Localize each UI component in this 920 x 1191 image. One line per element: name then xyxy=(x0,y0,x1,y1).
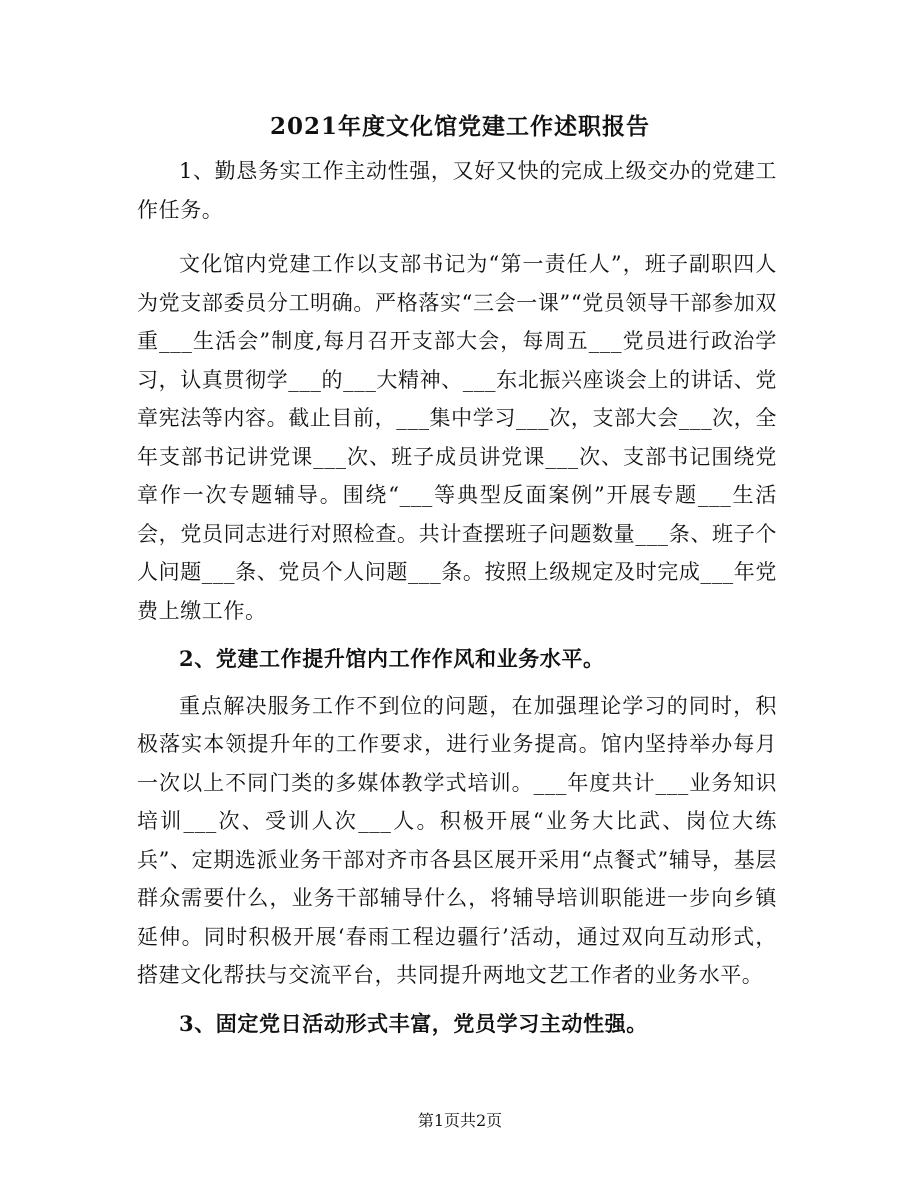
section-2-body: 重点解决服务工作不到位的问题，在加强理论学习的同时，积极落实本领提升年的工作要求，进行业务提高。馆内坚持举办每月一次以上不同门类的多媒体教学式培训。___年度共计___业务知识培训___次、受训人次___人。积极开展“业务大比武、岗位大练兵”、定期选派业务干部对齐市各县区展开采用“点餐式”辅导，基层群众需要什么，业务干部辅导什么，将辅导培训职能进一步向乡镇延伸。同时积极开展‘春雨工程边疆行’活动，通过双向互动形式，搭建文化帮扶与交流平台，共同提升两地文艺工作者的业务水平。 xyxy=(137,693,777,987)
document-title: 2021年度文化馆党建工作述职报告 xyxy=(269,113,650,140)
section-1-body: 文化馆内党建工作以支部书记为“第一责任人”，班子副职四人为党支部委员分工明确。严格落实“三会一课”“党员领导干部参加双重___生活会”制度,每月召开支部大会，每周五___党员进行政治学习，认真贯彻学___的___大精神、___东北振兴座谈会上的讲话、党章宪法等内容。截止目前，___集中学习___次，支部大会___次，全年支部书记讲党课___次、班子成员讲党课___次、支部书记围绕党章作一次专题辅导。围绕“___等典型反面案例”开展专题___生活会，党员同志进行对照检查。共计查摆班子问题数量___条、班子个人问题___条、党员个人问题___条。按照上级规定及时完成___年党费上缴工作。 xyxy=(137,252,777,623)
document-body xyxy=(137,152,777,1051)
section-1-heading: 1、勤恳务实工作主动性强，又好又快的完成上级交办的党建工作任务。 xyxy=(137,159,777,222)
page-number-footer: 第1页共2页 xyxy=(417,1111,503,1130)
section-3-heading: 3、固定党日活动形式丰富，党员学习主动性强。 xyxy=(179,1010,648,1036)
section-2-heading: 2、党建工作提升馆内工作作风和业务水平。 xyxy=(179,646,605,671)
